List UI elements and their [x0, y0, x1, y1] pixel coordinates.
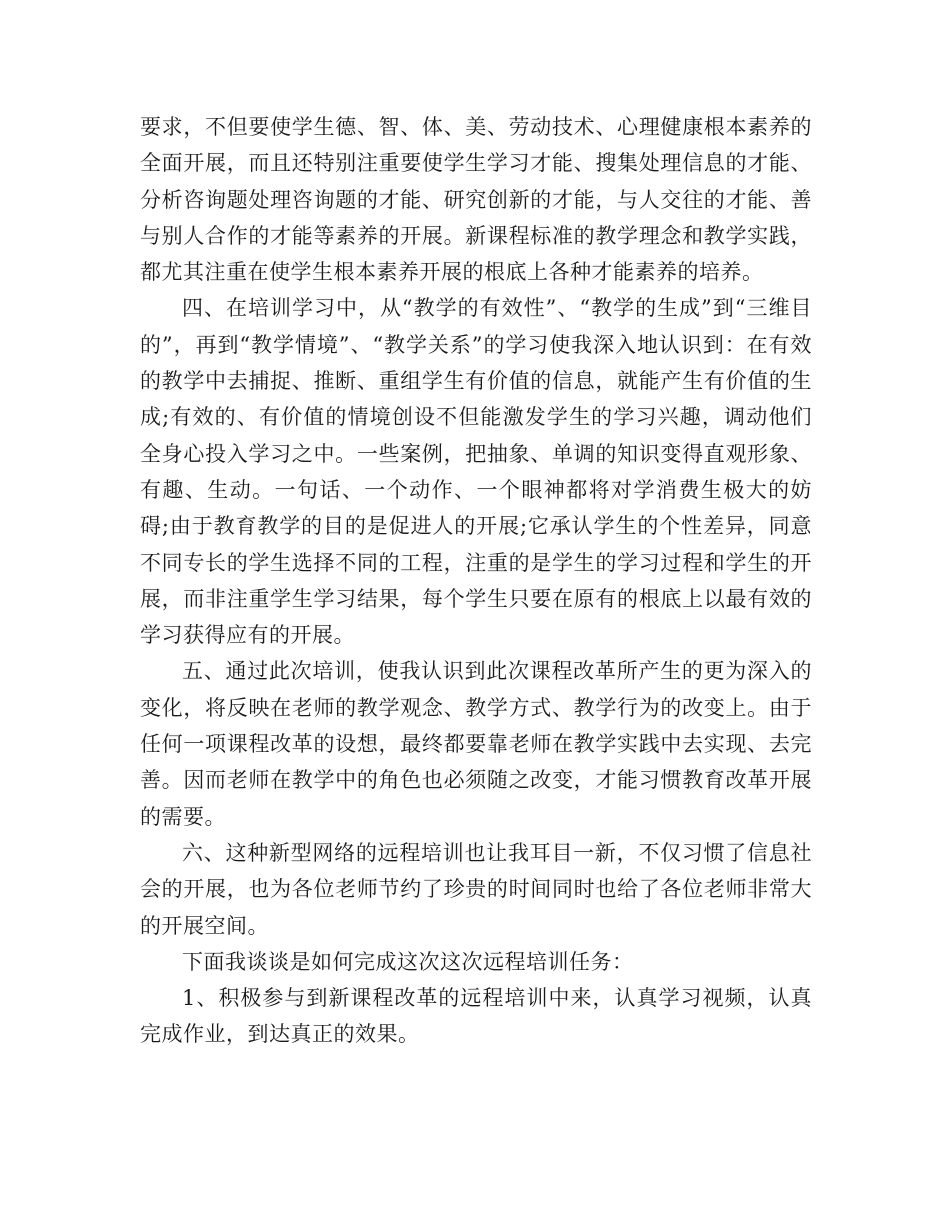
paragraph-continuation: 要求，不但要使学生德、智、体、美、劳动技术、心理健康根本素养的全面开展，而且还特别注重要使学生学习才能、搜集处理信息的才能、分析咨询题处理咨询题的才能、研究创新的才能，与人交往的才能、善与别人合作的才能等素养的开展。新课程标准的教学理念和教学实践，都尤其注重在使学生根本素养开展的根底上各种才能素养的培养。: [140, 115, 812, 285]
paragraph-section-four: 四、在培训学习中，从“教学的有效性”、“教学的生成”到“三维目的”，再到“教学情境”、“教学关系”的学习使我深入地认识到：在有效的教学中去捕捉、推断、重组学生有价值的信息，就能产生有价值的生成;有效的、有价值的情境创设不但能激发学生的学习兴趣，调动他们全身心投入学习之中。一些案例，把抽象、单调的知识变得直观形象、有趣、生动。一句话、一个动作、一个眼神都将对学消费生极大的妨碍;由于教育教学的目的是促进人的开展;它承认学生的个性差异，同意不同专长的学生选择不同的工程，注重的是学生的学习过程和学生的开展，而非注重学生学习结果，每个学生只要在原有的根底上以最有效的学习获得应有的开展。: [140, 296, 812, 648]
paragraph-task-one: 1、积极参与到新课程改革的远程培训中来，认真学习视频，认真完成作业，到达真正的效果。: [140, 986, 812, 1047]
paragraph-task-intro: 下面我谈谈是如何完成这次这次远程培训任务：: [182, 949, 634, 974]
document-body: [140, 109, 812, 1053]
paragraph-section-five: 五、通过此次培训，使我认识到此次课程改革所产生的更为深入的变化，将反映在老师的教学观念、教学方式、教学行为的改变上。由于任何一项课程改革的设想，最终都要靠老师在教学实践中去实现、去完善。因而老师在教学中的角色也必须随之改变，才能习惯教育改革开展的需要。: [140, 659, 812, 829]
paragraph-section-six: 六、这种新型网络的远程培训也让我耳目一新，不仅习惯了信息社会的开展，也为各位老师节约了珍贵的时间同时也给了各位老师非常大的开展空间。: [140, 840, 812, 938]
